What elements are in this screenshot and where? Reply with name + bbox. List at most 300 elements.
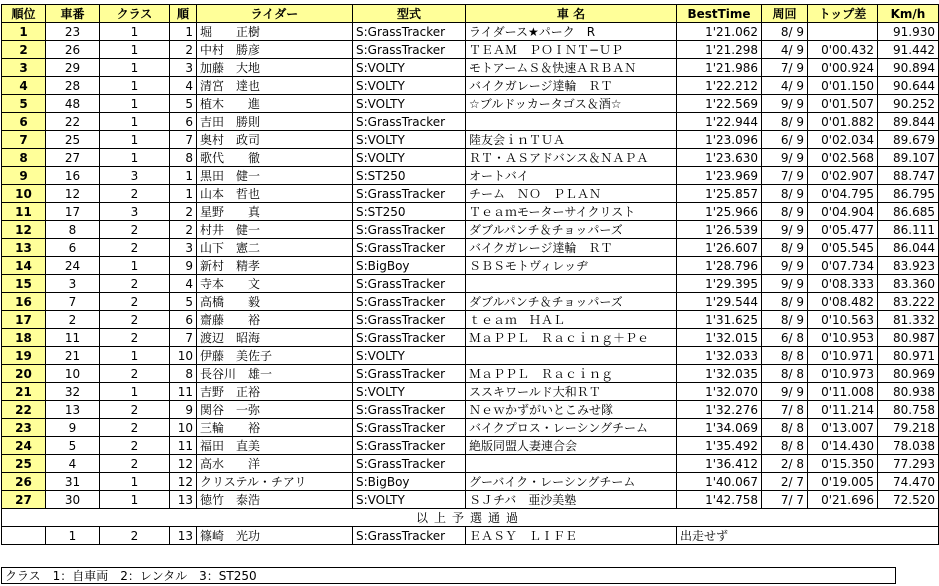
cell-speed: 86.685 [878, 203, 939, 221]
cell-model: S:GrassTracker [353, 401, 466, 419]
cell-besttime: 1'32.035 [677, 365, 762, 383]
cell-besttime: 1'21.298 [677, 41, 762, 59]
cell-besttime: 1'22.569 [677, 95, 762, 113]
cell-laps: 7/ 7 [762, 491, 808, 509]
table-row [2, 401, 939, 419]
cell-laps: 2/ 7 [762, 473, 808, 491]
cell-model: S:GrassTracker [353, 221, 466, 239]
cell-model: S:VOLTY [353, 491, 466, 509]
cell-besttime: 1'34.069 [677, 419, 762, 437]
cell-class: 2 [100, 239, 170, 257]
cell-class: 2 [100, 275, 170, 293]
cell-rider: 清宮 達也 [197, 77, 353, 95]
cell-number: 8 [46, 221, 100, 239]
cell-speed: 83.923 [878, 257, 939, 275]
cell-team: ☆ブルドッカータゴス＆酒☆ [466, 95, 677, 113]
cell-laps: 9/ 9 [762, 257, 808, 275]
cell-rider: 関谷 一弥 [197, 401, 353, 419]
table-row [2, 437, 939, 455]
cell-rider: 山本 哲也 [197, 185, 353, 203]
cell-position: 24 [2, 437, 46, 455]
cell-team [466, 347, 677, 365]
cell-class: 3 [100, 203, 170, 221]
cell-besttime: 1'35.492 [677, 437, 762, 455]
cell-gap: 0'05.477 [808, 221, 878, 239]
table-row [2, 23, 939, 41]
cell-order: 6 [170, 311, 197, 329]
cell-model: S:GrassTracker [353, 41, 466, 59]
cell-speed: 81.332 [878, 311, 939, 329]
cell-besttime: 1'25.966 [677, 203, 762, 221]
cell-gap: 0'19.005 [808, 473, 878, 491]
cell-gap: 0'08.333 [808, 275, 878, 293]
cell-position: 3 [2, 59, 46, 77]
cell-besttime: 1'23.630 [677, 149, 762, 167]
cell-besttime: 1'23.969 [677, 167, 762, 185]
cell-number: 25 [46, 131, 100, 149]
cell-speed: 90.252 [878, 95, 939, 113]
cell-class: 1 [100, 59, 170, 77]
table-row [2, 131, 939, 149]
cell-number: 3 [46, 275, 100, 293]
dns-model: S:GrassTracker [353, 527, 466, 545]
cell-model: S:VOLTY [353, 383, 466, 401]
cell-speed: 72.520 [878, 491, 939, 509]
cell-speed: 77.293 [878, 455, 939, 473]
cell-order: 4 [170, 275, 197, 293]
cell-class: 2 [100, 185, 170, 203]
cell-team: ライダース★パーク R [466, 23, 677, 41]
col-team: 車 名 [466, 5, 677, 23]
cell-position: 1 [2, 23, 46, 41]
cell-order: 12 [170, 473, 197, 491]
cell-position: 20 [2, 365, 46, 383]
cell-laps: 8/ 8 [762, 437, 808, 455]
cell-position: 16 [2, 293, 46, 311]
cell-laps: 8/ 9 [762, 203, 808, 221]
cell-gap: 0'04.795 [808, 185, 878, 203]
cell-gap: 0'02.907 [808, 167, 878, 185]
table-row [2, 239, 939, 257]
cell-order: 4 [170, 77, 197, 95]
cell-order: 11 [170, 437, 197, 455]
cell-model: S:GrassTracker [353, 311, 466, 329]
cell-speed: 78.038 [878, 437, 939, 455]
cell-besttime: 1'26.539 [677, 221, 762, 239]
cell-speed: 80.758 [878, 401, 939, 419]
table-row [2, 473, 939, 491]
cell-laps: 6/ 8 [762, 329, 808, 347]
cell-team: モトアームＳ＆快速ＡＲＢＡＮ [466, 59, 677, 77]
table-row [2, 167, 939, 185]
cell-class: 1 [100, 473, 170, 491]
cell-number: 48 [46, 95, 100, 113]
cell-team [466, 455, 677, 473]
table-row [2, 329, 939, 347]
cell-rider: 吉田 勝則 [197, 113, 353, 131]
cell-besttime: 1'36.412 [677, 455, 762, 473]
cell-position: 17 [2, 311, 46, 329]
cell-order: 8 [170, 149, 197, 167]
cell-rider: 奥村 政司 [197, 131, 353, 149]
cell-laps: 9/ 9 [762, 221, 808, 239]
cell-position: 14 [2, 257, 46, 275]
cell-model: S:GrassTracker [353, 185, 466, 203]
dns-rider: 篠崎 光功 [197, 527, 353, 545]
table-row [2, 77, 939, 95]
cell-number: 16 [46, 167, 100, 185]
cell-model: S:VOLTY [353, 95, 466, 113]
cell-number: 21 [46, 347, 100, 365]
cell-class: 2 [100, 293, 170, 311]
cell-class: 2 [100, 419, 170, 437]
cell-team: ダブルパンチ＆チョッパーズ [466, 293, 677, 311]
cell-team: ダブルパンチ＆チョッパーズ [466, 221, 677, 239]
cell-team: ＲＴ・ＡＳアドバンス＆ＮＡＰＡ [466, 149, 677, 167]
cell-team: ＭａＰＰＬ Ｒａｃｉｎｇ＋Ｐｅ [466, 329, 677, 347]
cell-speed: 86.795 [878, 185, 939, 203]
table-row [2, 311, 939, 329]
cell-laps: 6/ 9 [762, 131, 808, 149]
cell-rider: 徳竹 泰浩 [197, 491, 353, 509]
cell-model: S:GrassTracker [353, 437, 466, 455]
cell-model: S:VOLTY [353, 347, 466, 365]
cell-gap: 0'21.696 [808, 491, 878, 509]
col-order: 順 [170, 5, 197, 23]
cell-besttime: 1'32.015 [677, 329, 762, 347]
cell-team: バイクガレージ達輪 ＲＴ [466, 77, 677, 95]
cell-besttime: 1'26.607 [677, 239, 762, 257]
cell-team: オートバイ [466, 167, 677, 185]
cell-rider: 高水 洋 [197, 455, 353, 473]
cell-speed: 80.938 [878, 383, 939, 401]
cell-number: 12 [46, 185, 100, 203]
cell-gap: 0'01.507 [808, 95, 878, 113]
col-position: 順位 [2, 5, 46, 23]
cell-team: 陸友会ｉｎＴＵＡ [466, 131, 677, 149]
cell-order: 3 [170, 239, 197, 257]
cell-class: 1 [100, 77, 170, 95]
cell-model: S:ST250 [353, 203, 466, 221]
cell-class: 1 [100, 149, 170, 167]
cell-number: 7 [46, 293, 100, 311]
qualify-banner: 以上予選通過 [2, 509, 939, 527]
cell-rider: 伊藤 美佐子 [197, 347, 353, 365]
table-row [2, 347, 939, 365]
cell-speed: 91.930 [878, 23, 939, 41]
cell-number: 9 [46, 419, 100, 437]
cell-position: 13 [2, 239, 46, 257]
cell-class: 2 [100, 329, 170, 347]
cell-position: 23 [2, 419, 46, 437]
cell-position: 26 [2, 473, 46, 491]
cell-gap: 0'11.214 [808, 401, 878, 419]
cell-position: 18 [2, 329, 46, 347]
cell-gap: 0'10.971 [808, 347, 878, 365]
col-model: 型式 [353, 5, 466, 23]
cell-order: 6 [170, 113, 197, 131]
cell-gap [808, 23, 878, 41]
cell-laps: 8/ 9 [762, 23, 808, 41]
cell-speed: 90.644 [878, 77, 939, 95]
cell-rider: 福田 直美 [197, 437, 353, 455]
cell-position: 27 [2, 491, 46, 509]
cell-besttime: 1'23.096 [677, 131, 762, 149]
cell-position: 4 [2, 77, 46, 95]
cell-laps: 8/ 9 [762, 311, 808, 329]
cell-number: 17 [46, 203, 100, 221]
dns-class: 2 [100, 527, 170, 545]
dns-order: 13 [170, 527, 197, 545]
cell-order: 5 [170, 293, 197, 311]
cell-besttime: 1'29.544 [677, 293, 762, 311]
cell-model: S:BigBoy [353, 257, 466, 275]
cell-speed: 83.222 [878, 293, 939, 311]
cell-rider: 寺本 文 [197, 275, 353, 293]
cell-position: 9 [2, 167, 46, 185]
cell-speed: 89.107 [878, 149, 939, 167]
cell-rider: 歌代 徹 [197, 149, 353, 167]
cell-order: 10 [170, 419, 197, 437]
cell-besttime: 1'22.944 [677, 113, 762, 131]
cell-number: 23 [46, 23, 100, 41]
cell-laps: 9/ 9 [762, 95, 808, 113]
cell-laps: 9/ 9 [762, 275, 808, 293]
cell-laps: 8/ 9 [762, 239, 808, 257]
cell-order: 3 [170, 59, 197, 77]
cell-team: 絶版同盟人妻連合会 [466, 437, 677, 455]
table-row [2, 491, 939, 509]
cell-gap: 0'02.568 [808, 149, 878, 167]
cell-rider: 黒田 健一 [197, 167, 353, 185]
cell-gap: 0'00.924 [808, 59, 878, 77]
cell-rider: 三輪 裕 [197, 419, 353, 437]
cell-besttime: 1'42.758 [677, 491, 762, 509]
cell-speed: 89.844 [878, 113, 939, 131]
dns-position [2, 527, 46, 545]
cell-position: 25 [2, 455, 46, 473]
cell-model: S:GrassTracker [353, 455, 466, 473]
cell-rider: 新村 精孝 [197, 257, 353, 275]
cell-laps: 8/ 9 [762, 293, 808, 311]
cell-laps: 4/ 9 [762, 77, 808, 95]
cell-team: ＳＪチバ 亜沙美塾 [466, 491, 677, 509]
cell-rider: クリステル・チアリ [197, 473, 353, 491]
cell-class: 1 [100, 131, 170, 149]
table-row [2, 455, 939, 473]
col-gap: トップ差 [808, 5, 878, 23]
col-rider: ライダー [197, 5, 353, 23]
cell-besttime: 1'40.067 [677, 473, 762, 491]
results-body [2, 23, 939, 509]
cell-position: 12 [2, 221, 46, 239]
cell-gap: 0'02.034 [808, 131, 878, 149]
cell-order: 1 [170, 23, 197, 41]
cell-rider: 中村 勝彦 [197, 41, 353, 59]
cell-order: 12 [170, 455, 197, 473]
cell-besttime: 1'21.062 [677, 23, 762, 41]
table-row [2, 59, 939, 77]
dns-team: ＥＡＳＹ ＬＩＦＥ [466, 527, 677, 545]
cell-model: S:GrassTracker [353, 419, 466, 437]
cell-gap: 0'10.953 [808, 329, 878, 347]
cell-number: 26 [46, 41, 100, 59]
cell-besttime: 1'22.212 [677, 77, 762, 95]
cell-position: 8 [2, 149, 46, 167]
cell-number: 11 [46, 329, 100, 347]
cell-team: ＭａＰＰＬ Ｒａｃｉｎｇ [466, 365, 677, 383]
cell-laps: 7/ 8 [762, 401, 808, 419]
cell-order: 9 [170, 257, 197, 275]
cell-class: 2 [100, 221, 170, 239]
cell-order: 2 [170, 221, 197, 239]
col-besttime: BestTime [677, 5, 762, 23]
cell-rider: 村井 健一 [197, 221, 353, 239]
table-row [2, 419, 939, 437]
cell-speed: 86.111 [878, 221, 939, 239]
cell-team: ススキワールド大和ＲＴ [466, 383, 677, 401]
cell-team: ＴＥＡＭ ＰＯＩＮＴ−ＵＰ [466, 41, 677, 59]
cell-class: 2 [100, 401, 170, 419]
cell-speed: 80.971 [878, 347, 939, 365]
cell-speed: 86.044 [878, 239, 939, 257]
cell-class: 1 [100, 95, 170, 113]
results-table [1, 4, 939, 545]
cell-rider: 植木 進 [197, 95, 353, 113]
cell-rider: 高橋 毅 [197, 293, 353, 311]
cell-rider: 堀 正樹 [197, 23, 353, 41]
cell-laps: 8/ 8 [762, 419, 808, 437]
cell-model: S:ST250 [353, 167, 466, 185]
qualify-banner-row [2, 509, 939, 527]
cell-gap: 0'01.882 [808, 113, 878, 131]
cell-order: 5 [170, 95, 197, 113]
cell-gap: 0'10.563 [808, 311, 878, 329]
cell-besttime: 1'31.625 [677, 311, 762, 329]
cell-team: ｔｅａｍ ＨＡＬ [466, 311, 677, 329]
cell-class: 1 [100, 257, 170, 275]
cell-besttime: 1'25.857 [677, 185, 762, 203]
cell-rider: 星野 真 [197, 203, 353, 221]
cell-team: バイクプロス・レーシングチーム [466, 419, 677, 437]
cell-class: 2 [100, 311, 170, 329]
cell-speed: 79.218 [878, 419, 939, 437]
table-row [2, 257, 939, 275]
cell-number: 31 [46, 473, 100, 491]
col-speed: Km/h [878, 5, 939, 23]
cell-speed: 74.470 [878, 473, 939, 491]
table-row [2, 95, 939, 113]
cell-model: S:VOLTY [353, 59, 466, 77]
cell-team [466, 113, 677, 131]
cell-gap: 0'11.008 [808, 383, 878, 401]
dns-note: 出走せず [677, 527, 939, 545]
cell-gap: 0'14.430 [808, 437, 878, 455]
cell-position: 22 [2, 401, 46, 419]
table-row [2, 275, 939, 293]
cell-order: 9 [170, 401, 197, 419]
table-row [2, 41, 939, 59]
cell-class: 1 [100, 491, 170, 509]
cell-laps: 2/ 8 [762, 455, 808, 473]
cell-model: S:GrassTracker [353, 329, 466, 347]
cell-model: S:GrassTracker [353, 293, 466, 311]
cell-position: 15 [2, 275, 46, 293]
cell-team: バイクガレージ達輪 ＲＴ [466, 239, 677, 257]
cell-speed: 83.360 [878, 275, 939, 293]
cell-number: 29 [46, 59, 100, 77]
cell-laps: 7/ 9 [762, 59, 808, 77]
cell-gap: 0'00.432 [808, 41, 878, 59]
cell-order: 1 [170, 185, 197, 203]
cell-class: 1 [100, 113, 170, 131]
cell-number: 6 [46, 239, 100, 257]
cell-team: Ｔｅａｍモーターサイクリスト [466, 203, 677, 221]
cell-laps: 9/ 9 [762, 383, 808, 401]
cell-rider: 長谷川 雄一 [197, 365, 353, 383]
cell-position: 10 [2, 185, 46, 203]
table-row [2, 203, 939, 221]
cell-model: S:GrassTracker [353, 239, 466, 257]
cell-number: 10 [46, 365, 100, 383]
dns-number: 1 [46, 527, 100, 545]
cell-laps: 8/ 8 [762, 347, 808, 365]
cell-class: 1 [100, 41, 170, 59]
cell-position: 2 [2, 41, 46, 59]
cell-besttime: 1'21.986 [677, 59, 762, 77]
cell-gap: 0'15.350 [808, 455, 878, 473]
cell-laps: 8/ 9 [762, 185, 808, 203]
cell-number: 28 [46, 77, 100, 95]
table-row [2, 113, 939, 131]
cell-position: 11 [2, 203, 46, 221]
cell-order: 11 [170, 383, 197, 401]
cell-order: 7 [170, 329, 197, 347]
cell-team [466, 275, 677, 293]
cell-order: 10 [170, 347, 197, 365]
cell-gap: 0'01.150 [808, 77, 878, 95]
cell-team: チーム ＮＯ ＰＬＡＮ [466, 185, 677, 203]
dns-row [2, 527, 939, 545]
cell-gap: 0'08.482 [808, 293, 878, 311]
cell-laps: 4/ 9 [762, 41, 808, 59]
cell-speed: 91.442 [878, 41, 939, 59]
cell-speed: 89.679 [878, 131, 939, 149]
cell-position: 21 [2, 383, 46, 401]
cell-model: S:GrassTracker [353, 365, 466, 383]
table-row [2, 185, 939, 203]
cell-model: S:VOLTY [353, 131, 466, 149]
cell-order: 1 [170, 167, 197, 185]
cell-class: 2 [100, 365, 170, 383]
cell-rider: 吉野 正裕 [197, 383, 353, 401]
cell-gap: 0'04.904 [808, 203, 878, 221]
cell-position: 19 [2, 347, 46, 365]
cell-speed: 88.747 [878, 167, 939, 185]
cell-laps: 7/ 9 [762, 167, 808, 185]
cell-model: S:GrassTracker [353, 275, 466, 293]
cell-order: 2 [170, 203, 197, 221]
table-row [2, 365, 939, 383]
table-row [2, 149, 939, 167]
cell-model: S:GrassTracker [353, 23, 466, 41]
cell-model: S:VOLTY [353, 149, 466, 167]
cell-class: 1 [100, 383, 170, 401]
table-row [2, 221, 939, 239]
cell-number: 5 [46, 437, 100, 455]
cell-class: 2 [100, 455, 170, 473]
cell-order: 7 [170, 131, 197, 149]
